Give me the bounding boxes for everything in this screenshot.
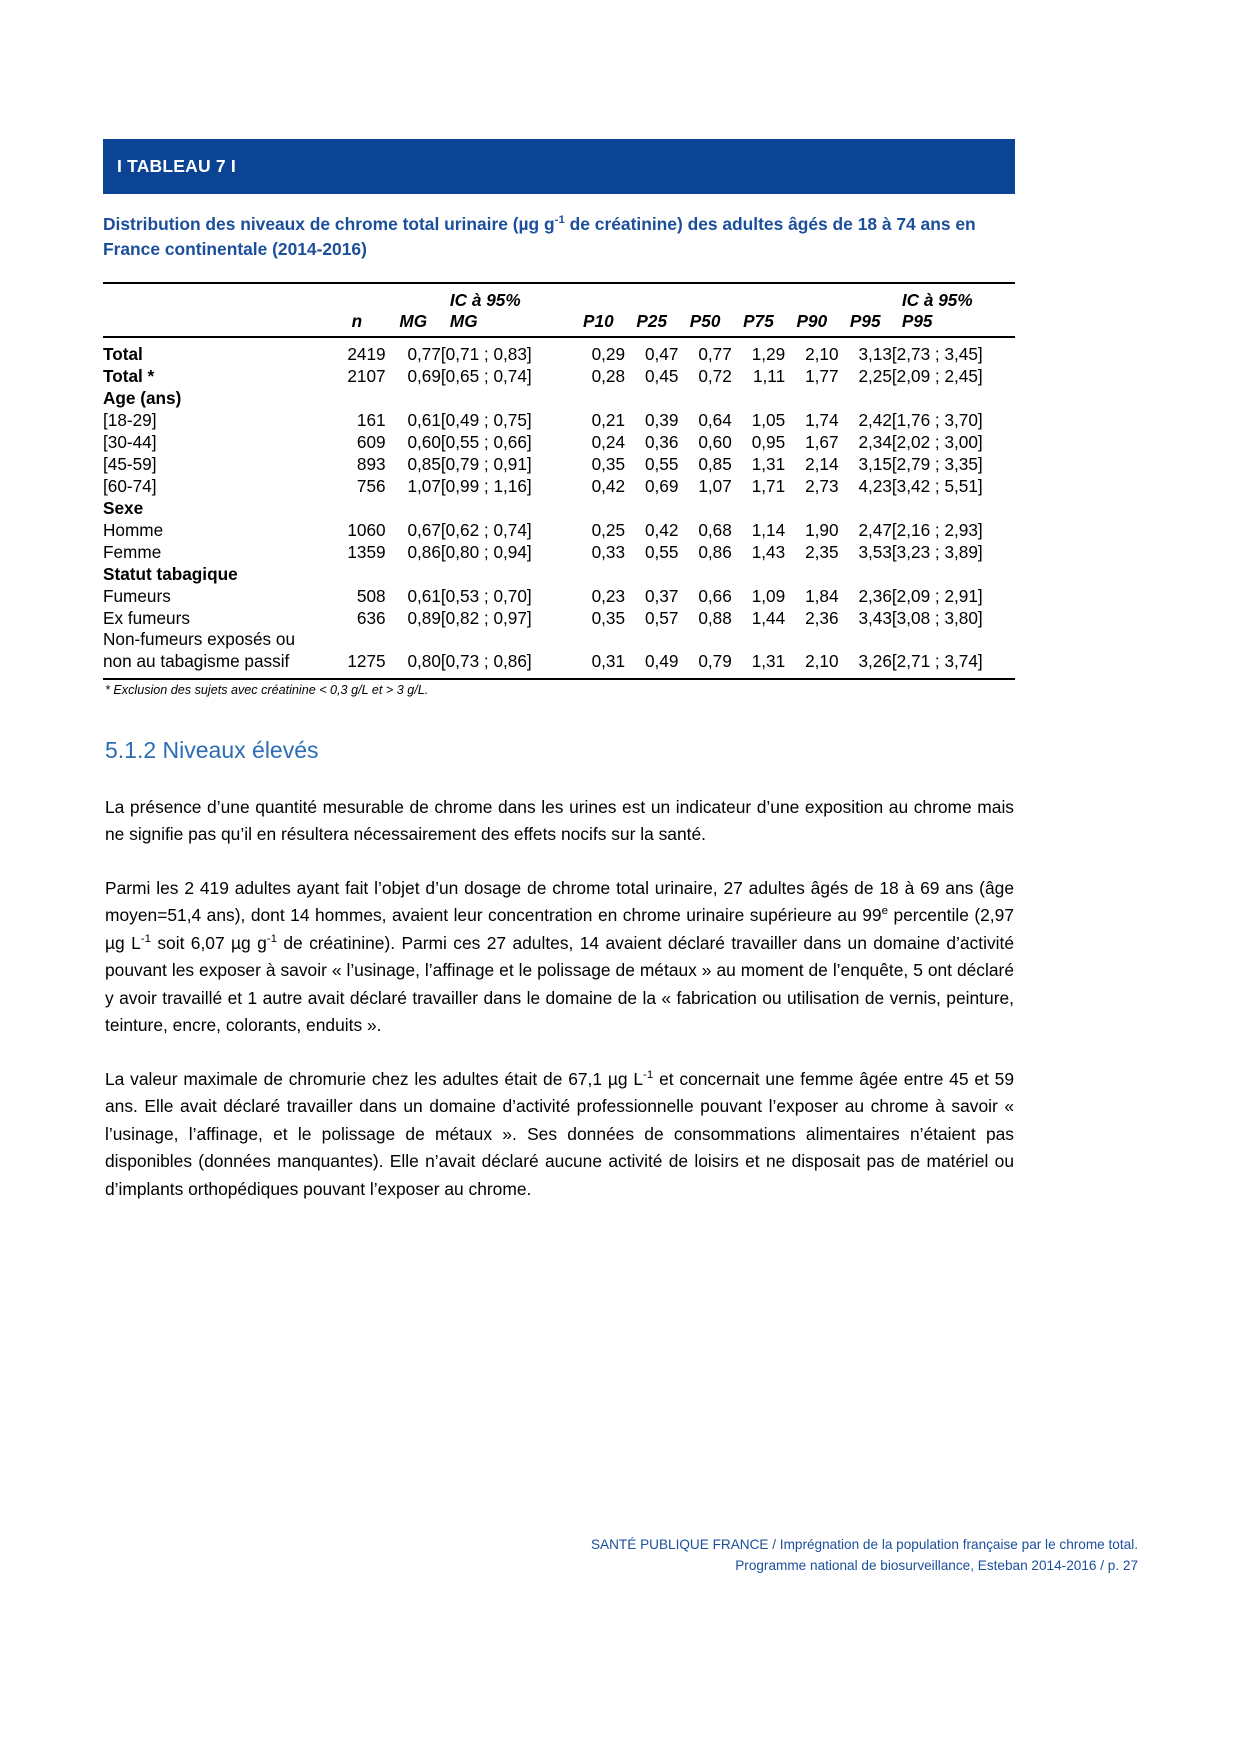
cell-p10: 0,28: [591, 366, 626, 387]
table-wrapper: [103, 282, 1015, 696]
table-empty-cell: [386, 387, 441, 409]
table-empty-cell: [441, 497, 572, 519]
cell-p50: 0,66: [698, 586, 732, 607]
paragraph-2-sup-ordinal: e: [881, 905, 888, 918]
cell-ic-p95: [2,71 ; 3,74]: [892, 629, 1015, 679]
cell-n: 609: [356, 432, 386, 453]
cell-p75: 1,29: [751, 344, 786, 364]
footer-line-2: Programme national de biosurveillance, Esteban 2014-2016 / p. 27: [735, 1557, 1138, 1573]
table-empty-cell: [678, 563, 731, 585]
cell-n: 636: [356, 608, 386, 629]
cell-ic-mg: [0,53 ; 0,70]: [440, 586, 532, 607]
table-empty-cell: [785, 497, 838, 519]
table-empty-cell: [572, 497, 625, 519]
table-empty-cell: [839, 387, 892, 409]
table-empty-cell: [328, 563, 385, 585]
row-label: Ex fumeurs: [103, 608, 190, 629]
table-row: [103, 519, 1015, 541]
cell-p25: 0,47: [644, 344, 679, 364]
cell-p75: 1,14: [751, 520, 786, 541]
table-caption-line1-part2: de créatinine) des adultes âgés de: [564, 214, 853, 234]
footer-line-1: SANTÉ PUBLIQUE FRANCE / Imprégnation de la population française par le chrome total.: [590, 1536, 1138, 1552]
cell-p10: 0,25: [591, 520, 626, 541]
cell-p25: 0,57: [644, 608, 679, 629]
cell-p95: 3,26: [839, 629, 892, 679]
paragraph-2-part-a: Parmi les 2 419 adultes ayant fait l’objet d’un dosage de chrome total urinaire, 27 adultes âgés de 18 à 69 ans (âge moyen=51,4 ans), dont 14 hommes, avaient leur concentration en chrome urinaire supérieure au 99: [105, 877, 1014, 926]
cell-p50: 0,68: [698, 520, 732, 541]
cell-p50: 0,77: [698, 344, 732, 364]
row-label: Non-fumeurs exposés ou non au tabagisme passif: [103, 629, 328, 679]
cell-mg: 0,61: [407, 586, 441, 607]
cell-p10: 0,42: [591, 476, 626, 497]
cell-mg: 0,85: [407, 454, 441, 475]
cell-mg: 0,77: [407, 344, 441, 364]
table-group-header-row: [103, 563, 1015, 585]
header-ic-p95-line2: P95: [901, 310, 933, 331]
cell-p90: 2,10: [785, 629, 838, 679]
paragraph-2-part-d: de créatinine). Parmi ces 27 adultes, 14 avaient déclaré travailler dans un domaine d’activité pouvant les exposer à savoir « l’usinage, l’affinage et le polissage de métaux » au moment de l’enquête, 5 ont déclaré y avoir travaillé et 1 autre avait déclaré travailler dans le domaine de la « fabrication ou utilisation de vernis, peinture, teinture, encre, colorants, enduits ».: [105, 932, 1015, 1036]
cell-p10: 0,24: [591, 432, 626, 453]
cell-p50: 0,86: [698, 542, 732, 563]
cell-ic-mg: [0,99 ; 1,16]: [440, 476, 532, 497]
page-content: [103, 0, 1015, 1203]
cell-p25: 0,49: [625, 629, 678, 679]
cell-ic-mg: [0,71 ; 0,83]: [440, 344, 532, 364]
table-row: [103, 585, 1015, 607]
cell-ic-p95: [1,76 ; 3,70]: [891, 410, 983, 431]
header-ic-mg-line2: MG: [449, 310, 478, 331]
table-empty-cell: [732, 497, 785, 519]
cell-mg: 0,80: [386, 629, 441, 679]
cell-ic-mg: [0,82 ; 0,97]: [440, 608, 532, 629]
paragraph-2-sup-minus1-b: -1: [266, 933, 277, 946]
table-empty-cell: [572, 563, 625, 585]
cell-p90: 1,74: [805, 410, 839, 431]
cell-n: 756: [356, 476, 386, 497]
header-ic-p95: [892, 283, 1015, 336]
header-p90: P90: [785, 283, 838, 336]
table-group-label: Age (ans): [103, 388, 182, 409]
table-empty-cell: [441, 387, 572, 409]
row-label: Homme: [103, 520, 164, 541]
table-empty-cell: [572, 387, 625, 409]
cell-mg: 0,61: [407, 410, 441, 431]
table-banner-label: I TABLEAU 7 I: [117, 156, 236, 176]
cell-p90: 1,90: [805, 520, 839, 541]
table-empty-cell: [625, 497, 678, 519]
table-body: [103, 337, 1015, 679]
table-group-label: Sexe: [103, 498, 144, 519]
cell-p90: 2,35: [805, 542, 839, 563]
cell-ic-p95: [2,09 ; 2,91]: [891, 586, 983, 607]
cell-p95: 2,25: [858, 366, 892, 387]
cell-ic-p95: [2,73 ; 3,45]: [891, 344, 983, 364]
cell-p10: 0,35: [591, 608, 626, 629]
table-empty-cell: [386, 563, 441, 585]
cell-p25: 0,37: [644, 586, 679, 607]
cell-mg: 0,69: [407, 366, 441, 387]
row-label: [30-44]: [103, 432, 157, 453]
table-caption-line2: 18 à 74 ans en France continentale (2014-2016): [103, 214, 976, 259]
cell-p10: 0,33: [591, 542, 626, 563]
paragraph-2-part-c: soit 6,07 µg g: [150, 932, 267, 953]
cell-p25: 0,55: [644, 542, 679, 563]
table-empty-cell: [625, 387, 678, 409]
cell-p90: 2,10: [805, 344, 839, 364]
table-group-label: Statut tabagique: [103, 564, 238, 585]
cell-ic-p95: [2,09 ; 2,45]: [891, 366, 983, 387]
cell-p90: 1,77: [805, 366, 839, 387]
table-row: [103, 365, 1015, 387]
paragraph-2: [103, 875, 1015, 1040]
cell-p90: 2,14: [805, 454, 839, 475]
header-p10: P10: [572, 283, 625, 336]
cell-p95: 2,42: [858, 410, 892, 431]
cell-ic-mg: [0,62 ; 0,74]: [440, 520, 532, 541]
cell-p95: 3,53: [858, 542, 892, 563]
table-row: [103, 409, 1015, 431]
paragraph-3-part-b: et concernait une femme âgée entre 45 et 59 ans. Elle avait déclaré travailler dans un domaine d’activité professionnelle pouvant l’exposer au chrome à savoir « l’usinage, l’affinage, et le polissage de métaux ». Ses données de consommations alimentaires n’étaient pas disponibles (données manquantes). Elle n’avait déclaré aucune activité de loisirs et ne disposait pas de matériel ou d’implants orthopédiques pouvant l’exposer au chrome.: [105, 1068, 1015, 1199]
cell-n: 1060: [347, 520, 386, 541]
table-empty-cell: [839, 563, 892, 585]
cell-p10: 0,21: [591, 410, 626, 431]
table-header-row: [103, 283, 1015, 336]
header-p75: P75: [732, 283, 785, 336]
cell-p95: 2,34: [858, 432, 892, 453]
cell-p50: 0,64: [698, 410, 732, 431]
cell-p25: 0,39: [644, 410, 679, 431]
row-label: [60-74]: [103, 476, 157, 497]
cell-n: 1275: [328, 629, 385, 679]
paragraph-1: La présence d’une quantité mesurable de chrome dans les urines est un indicateur d’une exposition au chrome mais ne signifie pas qu’il en résultera nécessairement des effets nocifs sur la santé.: [105, 796, 1014, 845]
table-row: [103, 337, 1015, 365]
table-empty-cell: [732, 387, 785, 409]
cell-p90: 1,84: [805, 586, 839, 607]
cell-p75: 1,05: [751, 410, 786, 431]
table-empty-cell: [441, 563, 572, 585]
paragraph-2-part-b: percentile (2,97 µg L: [105, 905, 1014, 953]
table-empty-cell: [328, 497, 385, 519]
row-label: [45-59]: [103, 454, 157, 475]
table-row: [103, 629, 1015, 679]
cell-ic-p95: [3,23 ; 3,89]: [891, 542, 983, 563]
paragraph-3: [103, 1066, 1015, 1204]
header-ic-mg: [441, 283, 572, 336]
table-empty-cell: [625, 563, 678, 585]
table-group-header-row: [103, 387, 1015, 409]
cell-ic-mg: [0,73 ; 0,86]: [441, 629, 572, 679]
cell-p95: 3,13: [858, 344, 892, 364]
cell-ic-p95: [2,79 ; 3,35]: [891, 454, 983, 475]
table-empty-cell: [892, 563, 1015, 585]
cell-p50: 1,07: [698, 476, 732, 497]
cell-n: 1359: [347, 542, 386, 563]
table-empty-cell: [386, 497, 441, 519]
header-n: n: [328, 283, 385, 336]
cell-ic-p95: [2,16 ; 2,93]: [891, 520, 983, 541]
table-empty-cell: [785, 563, 838, 585]
header-p25: P25: [625, 283, 678, 336]
row-label: [18-29]: [103, 410, 157, 431]
table-caption-line1-part1: Distribution des niveaux de chrome total urinaire (µg g: [103, 214, 555, 234]
cell-p90: 2,36: [805, 608, 839, 629]
paragraph-3-part-a: La valeur maximale de chromurie chez les adultes était de 67,1 µg L: [105, 1068, 644, 1089]
cell-p75: 1,09: [751, 586, 786, 607]
cell-p25: 0,55: [644, 454, 679, 475]
table-banner: [103, 139, 1015, 194]
table-empty-cell: [839, 497, 892, 519]
row-label: Total: [103, 344, 143, 364]
cell-mg: 0,89: [407, 608, 441, 629]
cell-p10: 0,29: [591, 344, 626, 364]
cell-ic-p95: [3,42 ; 5,51]: [891, 476, 983, 497]
cell-p25: 0,36: [644, 432, 679, 453]
cell-p95: 3,43: [858, 608, 892, 629]
cell-n: 508: [356, 586, 386, 607]
table-row: [103, 607, 1015, 629]
cell-mg: 0,86: [407, 542, 441, 563]
cell-p95: 2,36: [858, 586, 892, 607]
cell-ic-mg: [0,79 ; 0,91]: [440, 454, 532, 475]
cell-ic-mg: [0,80 ; 0,94]: [440, 542, 532, 563]
cell-p90: 2,73: [805, 476, 839, 497]
table-row: [103, 431, 1015, 453]
cell-p50: 0,85: [698, 454, 732, 475]
table-empty-cell: [732, 563, 785, 585]
cell-mg: 0,60: [407, 432, 441, 453]
cell-p75: 1,31: [751, 454, 786, 475]
cell-p75: 1,11: [752, 366, 786, 387]
page-section-heading: 5.1.2 Niveaux élevés: [105, 736, 319, 763]
table-empty-cell: [892, 497, 1015, 519]
cell-ic-p95: [3,08 ; 3,80]: [891, 608, 983, 629]
cell-p25: 0,69: [644, 476, 679, 497]
cell-p95: 2,47: [858, 520, 892, 541]
chrome-distribution-table: [103, 282, 1015, 679]
paragraph-2-sup-minus1-a: -1: [140, 933, 151, 946]
table-empty-cell: [328, 387, 385, 409]
paragraph-3-sup-minus1: -1: [643, 1069, 654, 1082]
cell-p10: 0,23: [591, 586, 626, 607]
table-group-header-row: [103, 497, 1015, 519]
cell-p90: 1,67: [805, 432, 839, 453]
cell-p75: 1,44: [751, 608, 786, 629]
header-p50: P50: [678, 283, 731, 336]
table-empty-cell: [678, 387, 731, 409]
table-footnote: * Exclusion des sujets avec créatinine < 0,3 g/L et > 3 g/L.: [105, 682, 429, 697]
cell-p50: 0,72: [698, 366, 732, 387]
cell-p10: 0,35: [591, 454, 626, 475]
cell-p25: 0,42: [644, 520, 679, 541]
cell-n: 2107: [347, 366, 386, 387]
header-p95: P95: [839, 283, 892, 336]
cell-p75: 1,43: [751, 542, 786, 563]
cell-ic-p95: [2,02 ; 3,00]: [891, 432, 983, 453]
cell-n: 893: [356, 454, 386, 475]
cell-mg: 0,67: [407, 520, 441, 541]
row-label: Fumeurs: [103, 586, 171, 607]
cell-p75: 1,31: [732, 629, 785, 679]
table-empty-cell: [892, 387, 1015, 409]
table-head: [103, 283, 1015, 337]
row-label: Femme: [103, 542, 162, 563]
cell-p50: 0,79: [678, 629, 731, 679]
header-mg: MG: [386, 283, 441, 336]
cell-p25: 0,45: [644, 366, 679, 387]
cell-p95: 3,15: [858, 454, 892, 475]
table-empty-cell: [785, 387, 838, 409]
cell-p75: 0,95: [751, 432, 786, 453]
cell-p95: 4,23: [858, 476, 892, 497]
header-ic-p95-line1: IC à 95%: [901, 290, 973, 311]
header-label-col: [103, 283, 328, 336]
row-label: Total *: [103, 366, 155, 387]
cell-ic-mg: [0,65 ; 0,74]: [440, 366, 532, 387]
table-row: [103, 475, 1015, 497]
cell-p50: 0,60: [698, 432, 732, 453]
caption-superscript-minus1: -1: [554, 214, 565, 227]
table-row: [103, 453, 1015, 475]
page-footer: [591, 1534, 1138, 1576]
table-empty-cell: [678, 497, 731, 519]
table-row: [103, 541, 1015, 563]
cell-mg: 1,07: [407, 476, 441, 497]
cell-p10: 0,31: [572, 629, 625, 679]
cell-n: 2419: [347, 344, 386, 364]
cell-p50: 0,88: [698, 608, 732, 629]
cell-ic-mg: [0,55 ; 0,66]: [440, 432, 532, 453]
cell-n: 161: [356, 410, 386, 431]
table-caption: [103, 212, 1015, 261]
header-ic-mg-line1: IC à 95%: [449, 290, 521, 311]
cell-ic-mg: [0,49 ; 0,75]: [440, 410, 532, 431]
cell-p75: 1,71: [751, 476, 786, 497]
